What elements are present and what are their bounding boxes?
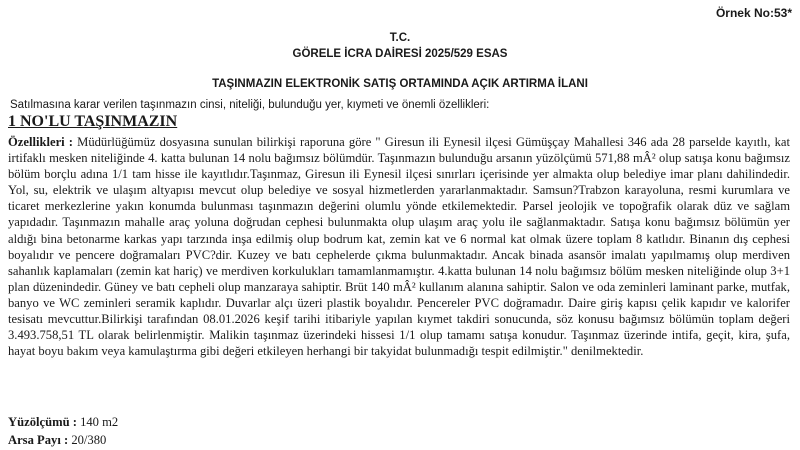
property-description [8, 134, 790, 359]
header-tc: T.C. [389, 32, 411, 44]
intro-text: Satılmasına karar verilen taşınmazın cinsi, niteliği, bulunduğu yer, kıymeti ve önemli özellikleri: [10, 99, 490, 111]
land-share-row [8, 432, 106, 448]
header-office: GÖRELE İCRA DAİRESİ 2025/529 ESAS [292, 48, 508, 60]
features-text: Müdürlüğümüz dosyasına sunulan bilirkişi raporuna göre " Giresun ili Eynesil ilçesi Gümüşçay Mahallesi 346 ada 28 parselde kayıtlı, kat irtifaklı mesken niteliğinde 4. katta bulunan 14 nolu bağımsız bölümdür. Taşınmazın bulunduğu arsanın yüzölçümü 571,88 mÂ² olup satışa konu bağımsız bölüm borçlu adına 1/1 tam hisse ile kayıtlıdır.Taşınmaz, Giresun ili Eynesil ilçesi sınırları içerisinde yer almakta olup belediye imar planı dahilindedir. Yol, su, elektrik ve ulaşım altyapısı mevcut olup belediye ve sosyal hizmetlerden yararlanmaktadır. Samsun?Trabzon karayoluna, resmi kurumlara ve ticaret merkezlerine yakın konumda bulunması taşınmazın değerini olumlu yönde etkilemektedir. Parsel jeolojik ve topoğrafik olarak düz ve sağlam yapıdadır. Taşınmazın mahalle araç yoluna doğrudan cephesi bulunmakta olup ulaşım araç yolu ile sağlanmaktadır. Satışa konu bağımsız bölümün yer aldığı bina betonarme karkas yapı tarzında inşa edilmiş olup bodrum kat, zemin kat ve 6 normal kat olmak üzere toplam 8 katlıdır. Binanın dış cephesi boyalıdır ve pencere doğramaları PVC?dir. Kuzey ve batı cephelerde çıkma bulunmaktadır. Ancak binada asansör imalatı yapılmamış olup merdiven sahanlık kaplamaları (zemin kat hariç) ve merdiven korkulukları tamamlanmamıştır. 4.katta bulunan 14 nolu bağımsız bölüm mesken niteliğinde olup 3+1 plan düzenindedir. Güney ve batı cepheli olup manzaraya sahiptir. Brüt 140 mÂ² kullanım alanına sahiptir. Salon ve oda zeminleri laminant parke, mutfak, banyo ve WC zeminleri seramik kaplıdır. Duvarlar alçı üzeri plastik boyalıdır. Pencereler PVC doğramadır. Daire giriş kapısı çelik kapıdır ve kalorifer tesisatı mevcuttur.Bilirkişi tarafından 08.01.2026 keşif tarihi itibariyle yapılan kıymet takdiri sonucunda, söz konusu bağımsız bölümün toplam değeri 3.493.758,51 TL olarak belirlenmiştir. Malikin taşınmaz üzerindeki hissesi 1/1 olup tamamı satışa konudur. Taşınmaz üzerinde intifa, geçit, kira, şufa, hayat boyu bakım veya kamulaştırma gibi değeri etkileyen herhangi bir takyidat bulunmadığı tespit edilmiştir." denilmektedir. [8, 135, 790, 359]
property-title: 1 NO'LU TAŞINMAZIN [8, 113, 178, 130]
area-label: Yüzölçümü : [8, 415, 77, 429]
land-share-label: Arsa Payı : [8, 433, 69, 447]
announcement-title: TAŞINMAZIN ELEKTRONİK SATIŞ ORTAMINDA AÇIK ARTIRMA İLANI [212, 78, 588, 90]
features-label: Özellikleri : [8, 135, 73, 149]
sample-number: Örnek No:53* [715, 6, 792, 20]
area-row [8, 414, 118, 430]
land-share-value: 20/380 [68, 433, 107, 447]
area-value: 140 m2 [76, 415, 119, 429]
